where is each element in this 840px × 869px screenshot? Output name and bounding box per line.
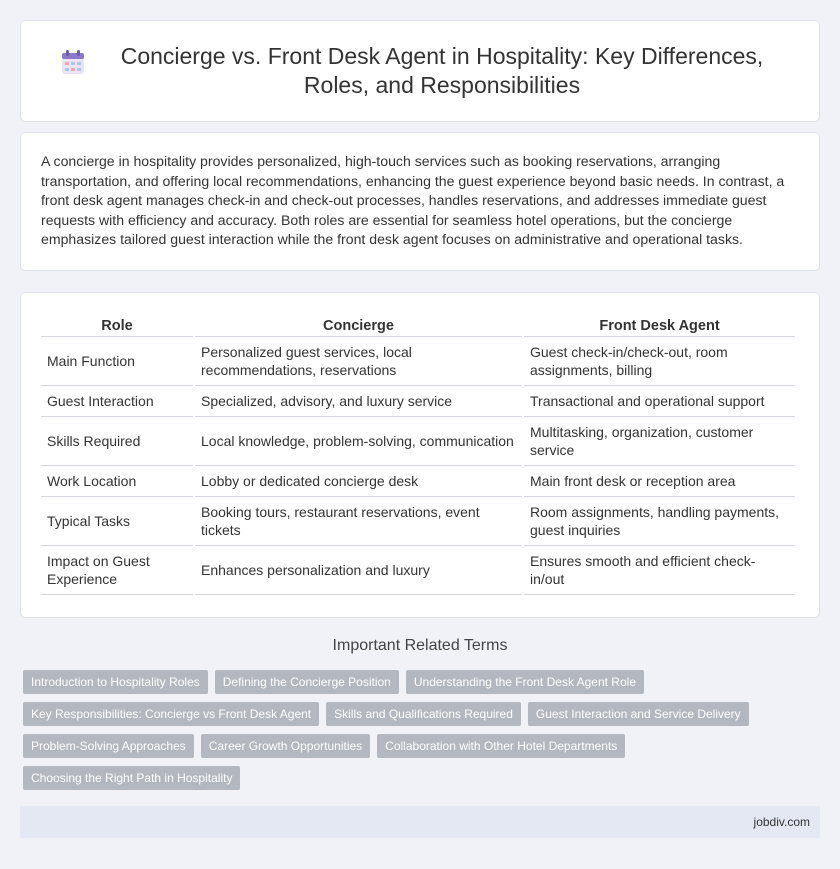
table-row xyxy=(41,417,795,466)
footer-site-link[interactable]: jobdiv.com xyxy=(753,815,810,829)
related-term-tag[interactable]: Guest Interaction and Service Delivery xyxy=(528,702,749,726)
table-cell: Skills Required xyxy=(41,417,193,466)
related-term-tag[interactable]: Understanding the Front Desk Agent Role xyxy=(406,670,644,694)
related-term-tag[interactable]: Collaboration with Other Hotel Departments xyxy=(377,734,625,758)
header-front-desk-agent: Front Desk Agent xyxy=(524,313,795,337)
title-wrap xyxy=(60,42,780,100)
table-row xyxy=(41,386,795,417)
table-row xyxy=(41,466,795,497)
table-cell: Transactional and operational support xyxy=(524,386,795,417)
table-cell: Room assignments, handling payments, guest inquiries xyxy=(524,497,795,546)
table-cell: Lobby or dedicated concierge desk xyxy=(195,466,522,497)
page-title: Concierge vs. Front Desk Agent in Hospitality: Key Differences, Roles, and Responsibilities xyxy=(120,43,764,98)
table-row xyxy=(41,546,795,595)
table-cell: Typical Tasks xyxy=(41,497,193,546)
title-card xyxy=(20,20,820,122)
intro-card xyxy=(20,132,820,271)
related-term-tag[interactable]: Skills and Qualifications Required xyxy=(326,702,521,726)
table-cell: Main Function xyxy=(41,337,193,386)
table-cell: Impact on Guest Experience xyxy=(41,546,193,595)
table-cell: Booking tours, restaurant reservations, event tickets xyxy=(195,497,522,546)
document-icon xyxy=(60,49,86,75)
comparison-table xyxy=(39,313,797,595)
related-terms-tags xyxy=(23,670,813,798)
related-term-tag[interactable]: Problem-Solving Approaches xyxy=(23,734,194,758)
table-cell: Main front desk or reception area xyxy=(524,466,795,497)
tag-row xyxy=(23,670,813,694)
comparison-card xyxy=(20,292,820,618)
tag-row xyxy=(23,766,813,790)
table-cell: Local knowledge, problem-solving, communication xyxy=(195,417,522,466)
table-row xyxy=(41,337,795,386)
related-term-tag[interactable]: Key Responsibilities: Concierge vs Front Desk Agent xyxy=(23,702,319,726)
table-cell: Guest check-in/check-out, room assignments, billing xyxy=(524,337,795,386)
tag-row xyxy=(23,702,813,726)
table-cell: Specialized, advisory, and luxury service xyxy=(195,386,522,417)
footer xyxy=(20,806,820,838)
related-term-tag[interactable]: Career Growth Opportunities xyxy=(201,734,370,758)
table-cell: Guest Interaction xyxy=(41,386,193,417)
related-term-tag[interactable]: Defining the Concierge Position xyxy=(215,670,399,694)
tag-row xyxy=(23,734,813,758)
table-row xyxy=(41,497,795,546)
related-term-tag[interactable]: Choosing the Right Path in Hospitality xyxy=(23,766,240,790)
intro-paragraph: A concierge in hospitality provides personalized, high-touch services such as booking reservations, arranging transportation, and offering local recommendations, enhancing the guest experience beyond basic needs. In contrast, a front desk agent manages check-in and check-out processes, handles reservations, and addresses immediate guest requests with efficiency and accuracy. Both roles are essential for seamless hotel operations, but the concierge emphasizes tailored guest interaction while the front desk agent focuses on administrative and operational tasks. xyxy=(41,153,785,248)
table-cell: Enhances personalization and luxury xyxy=(195,546,522,595)
table-cell: Multitasking, organization, customer service xyxy=(524,417,795,466)
related-term-tag[interactable]: Introduction to Hospitality Roles xyxy=(23,670,208,694)
table-cell: Work Location xyxy=(41,466,193,497)
related-terms-heading: Important Related Terms xyxy=(332,637,508,654)
table-cell: Ensures smooth and efficient check-in/out xyxy=(524,546,795,595)
table-header-row xyxy=(41,313,795,337)
table-cell: Personalized guest services, local recommendations, reservations xyxy=(195,337,522,386)
header-role: Role xyxy=(41,313,193,337)
header-concierge: Concierge xyxy=(195,313,522,337)
